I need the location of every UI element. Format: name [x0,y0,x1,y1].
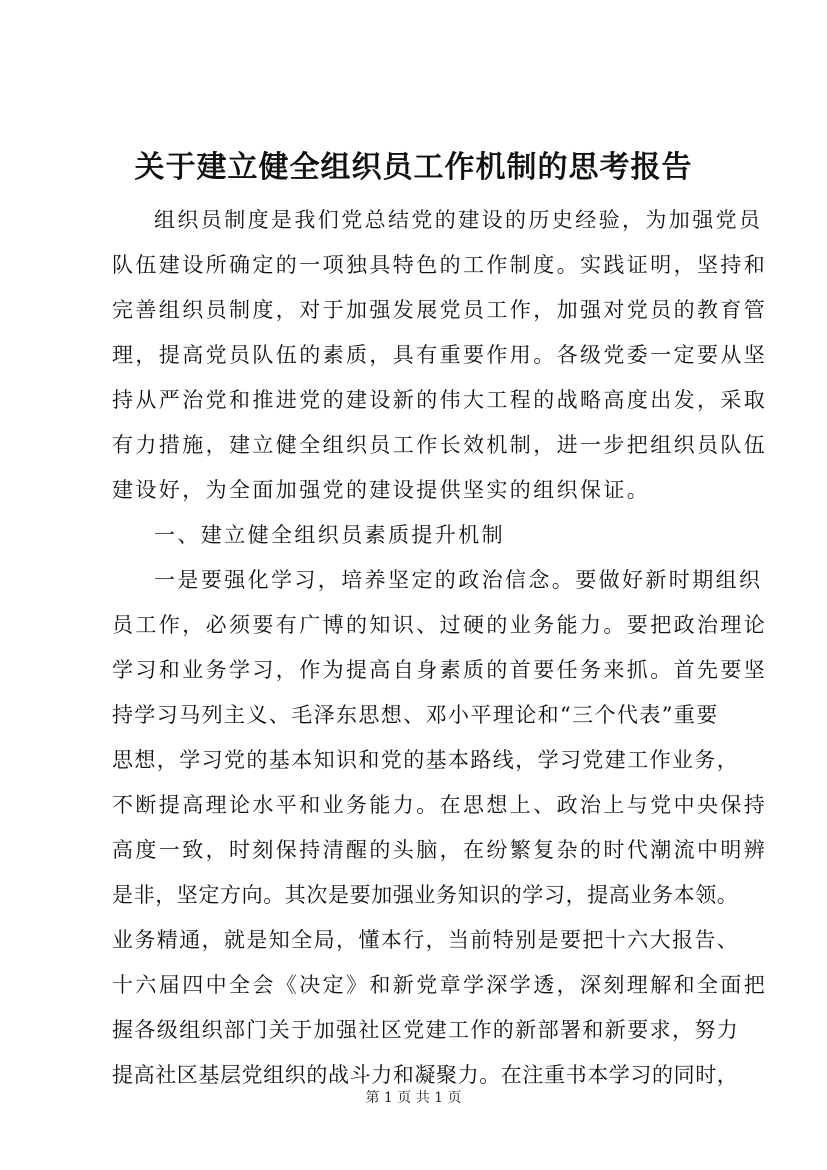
paragraph-line: 建设好，为全面加强党的建设提供坚实的组织保证。 [112,478,651,502]
paragraph-line: 有力措施，建立健全组织员工作长效机制，进一步把组织员队伍 [112,433,768,457]
paragraph-line: 提高社区基层党组织的战斗力和凝聚力。在注重书本学习的同时， [112,1063,739,1087]
section-heading: 一、建立健全组织员素质提升机制 [154,523,505,547]
paragraph-line: 高度一致，时刻保持清醒的头脑，在纷繁复杂的时代潮流中明辨 [112,838,768,862]
paragraph-line: 理，提高党员队伍的素质，具有重要作用。各级党委一定要从坚 [112,343,768,367]
paragraph-line: 握各级组织部门关于加强社区党建工作的新部署和新要求，努力 [112,1018,740,1042]
paragraph-line: 是非，坚定方向。其次是要加强业务知识的学习，提高业务本领。 [112,883,739,907]
paragraph-line: 思想，学习党的基本知识和党的基本路线，学习党建工作业务， [112,748,740,772]
paragraph-line: 员工作，必须要有广博的知识、过硬的业务能力。要把政治理论 [112,613,768,637]
document-body [112,198,768,1098]
paragraph-line: 业务精通，就是知全局，懂本行，当前特别是要把十六大报告、 [112,928,740,952]
paragraph-line: 十六届四中全会《决定》和新党章学深学透，深刻理解和全面把 [112,973,768,997]
paragraph-line: 队伍建设所确定的一项独具特色的工作制度。实践证明，坚持和 [112,253,768,277]
paragraph-line: 一是要强化学习，培养坚定的政治信念。要做好新时期组织 [154,568,763,592]
paragraph-line: 学习和业务学习，作为提高自身素质的首要任务来抓。首先要坚 [112,658,768,682]
paragraph-line: 组织员制度是我们党总结党的建设的历史经验，为加强党员 [154,208,763,232]
paragraph-line: 持从严治党和推进党的建设新的伟大工程的战略高度出发，采取 [112,388,768,412]
paragraph-line: 持学习马列主义、毛泽东思想、邓小平理论和“三个代表”重要 [112,703,719,727]
paragraph-line: 不断提高理论水平和业务能力。在思想上、政治上与党中央保持 [112,793,768,817]
paragraph-line: 完善组织员制度，对于加强发展党员工作，加强对党员的教育管 [112,298,768,322]
page-number-footer: 第 1 页 共 1 页 [365,1090,462,1106]
document-title: 关于建立健全组织员工作机制的思考报告 [134,150,693,185]
